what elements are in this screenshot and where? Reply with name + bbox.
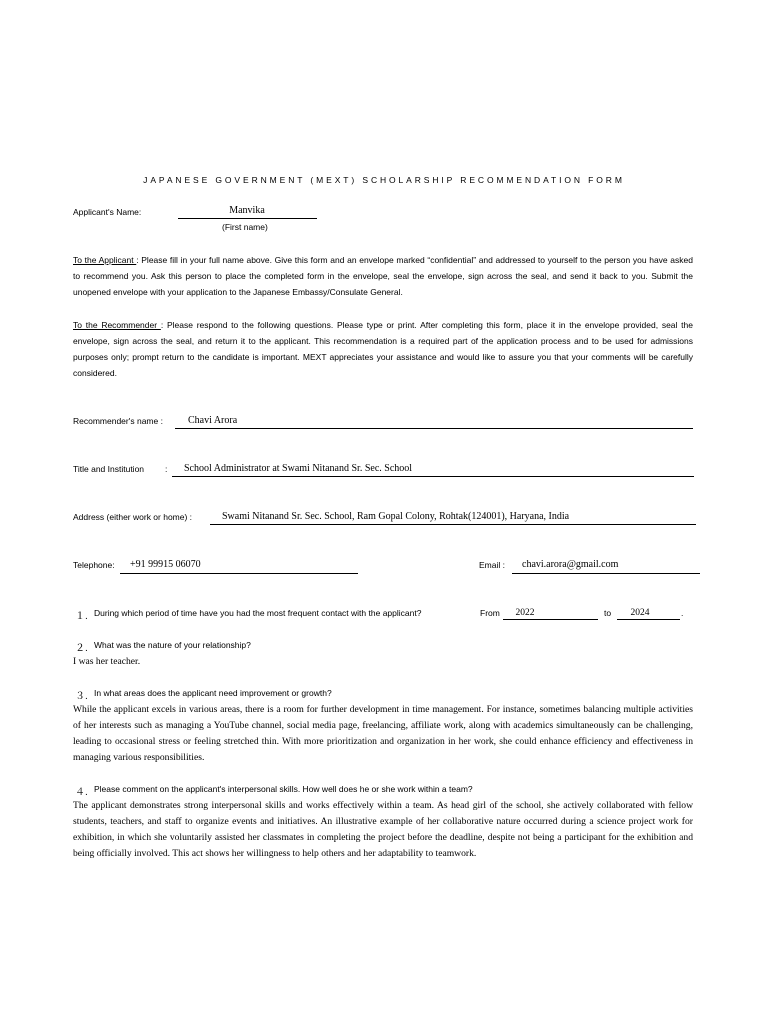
form-title: JAPANESE GOVERNMENT (MEXT) SCHOLARSHIP RECOMMENDATION FORM [143,175,625,185]
question-4-number: ４. [75,787,88,798]
question-3-number: ３. [75,691,88,702]
question-2-number: ２. [75,643,88,654]
question-3-text: In what areas does the applicant need improvement or growth? [94,688,332,698]
address-line [210,524,696,525]
question-4-text: Please comment on the applicant's interpersonal skills. How well does he or she work within a team? [94,784,473,794]
address-value[interactable]: Swami Nitanand Sr. Sec. School, Ram Gopal Colony, Rohtak(124001), Haryana, India [222,511,570,522]
address-label: Address (either work or home) : [73,512,193,522]
period-from-line [503,619,598,620]
recommender-instructions [73,317,693,381]
applicant-instructions-heading: To the Applicant [73,255,137,265]
recommender-name-value[interactable]: Chavi Arora [188,415,238,426]
period-from-value[interactable]: 2022 [515,608,535,618]
recommender-instructions-heading: To the Recommender [73,320,161,330]
applicant-instructions [73,252,693,300]
period-to-line [617,619,680,620]
telephone-label: Telephone: [73,560,115,570]
applicant-name-label: Applicant's Name: [73,207,142,217]
applicant-name-line [178,218,317,219]
email-label: Email : [479,560,505,570]
recommender-name-label: Recommender's name : [73,416,163,426]
title-institution-line [172,476,694,477]
applicant-instructions-text: : Please fill in your full name above. Give this form and an envelope marked “confidential” and addressed to yourself to the person you have asked to recommend you. Ask this person to place the completed form in the envelope, seal the envelope, sign across the seal, and send it back to you. Submit the unopened envelope with your application to the Japanese Embassy/Consulate General. [73,255,693,297]
email-line [512,573,700,574]
period-from-label: From [480,608,500,618]
question-2-answer[interactable]: I was her teacher. [73,656,141,667]
title-institution-value[interactable]: School Administrator at Swami Nitanand Sr. Sec. School [184,463,413,474]
email-value[interactable]: chavi.arora@gmail.com [522,559,619,570]
recommender-instructions-text: : Please respond to the following questions. Please type or print. After completing this form, place it in the envelope provided, seal the envelope, sign across the seal, and return it to the applicant. This recommendation is a required part of the application process and to be used for admissions purposes only; prompt return to the candidate is important. MEXT appreciates your assistance and would like to assure you that your comments will be carefully considered. [73,320,693,378]
telephone-value[interactable]: +91 99915 06070 [130,559,201,570]
question-2-text: What was the nature of your relationship? [94,640,251,650]
question-3-answer[interactable]: While the applicant excels in various areas, there is a room for further development in time management. For instance, sometimes balancing multiple activities of her interests such as managing a YouTube channel, social media page, freelancing, affiliate work, along with academics simultaneously can be challenging, leading to occasional stress or feeling stretched thin. With more prioritization and organization in her work, she could enhance efficiency and effectiveness in managing various responsibilities. [73,704,693,763]
telephone-line [120,573,358,574]
question-1-text: During which period of time have you had the most frequent contact with the applicant? [94,608,422,618]
period-end-dot: . [681,608,684,618]
question-1-number: １. [75,611,88,622]
applicant-name-value[interactable]: Manvika [229,205,265,216]
period-to-label: to [604,608,612,618]
first-name-note: (First name) [222,222,268,232]
question-4-answer[interactable]: The applicant demonstrates strong interpersonal skills and works effectively within a team. As head girl of the school, she actively collaborated with fellow students, teachers, and staff to organize events and initiatives. An illustrative example of her collaborative nature occurred during a science project work for exhibition, in which she voluntarily assisted her classmates in completing the project before the deadline, despite not being a participant for the exhibition and being officially involved. This act shows her willingness to help others and her adaptability to teamwork. [73,800,693,859]
title-institution-label: Title and Institution [73,464,145,474]
period-to-value[interactable]: 2024 [630,608,650,618]
recommender-name-line [175,428,693,429]
title-institution-colon: : [165,464,168,474]
